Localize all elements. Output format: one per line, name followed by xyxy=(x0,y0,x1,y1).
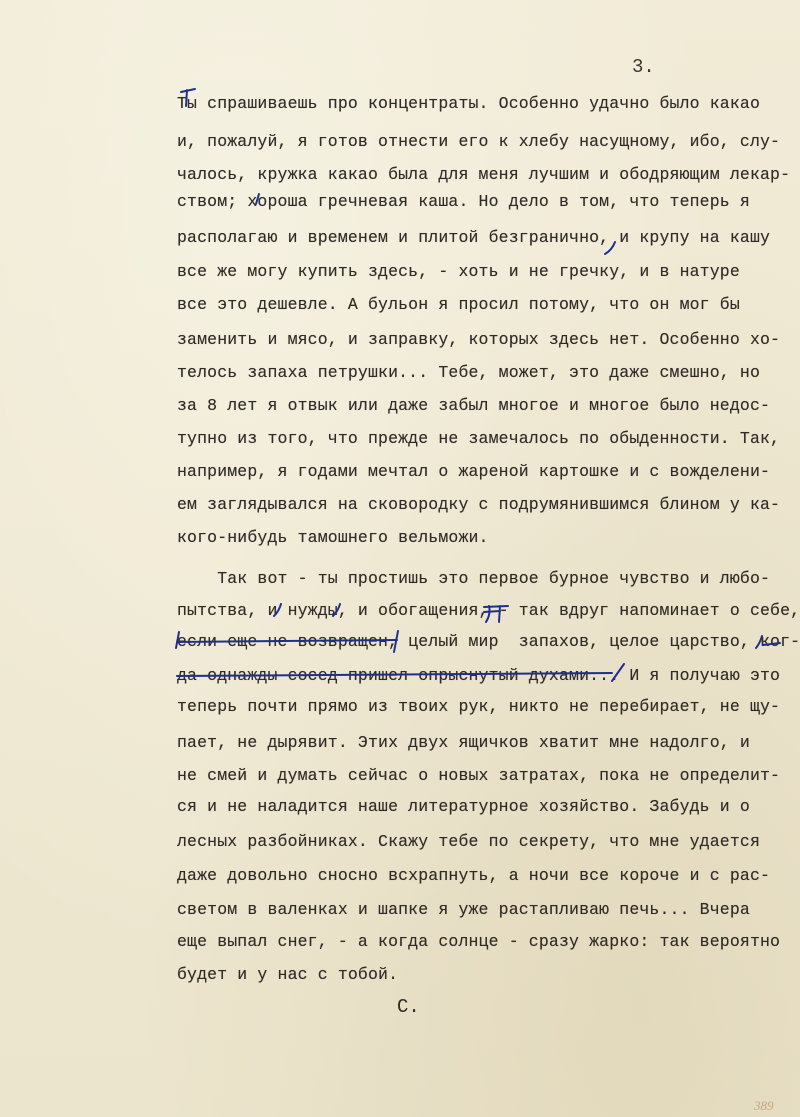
text-line-5: располагаю и временем и плитой безгранично, и крупу на кашу xyxy=(177,228,771,247)
archive-pencil-number: 389 xyxy=(754,1098,774,1113)
text-line-18: да однажды сосед пришел опрыснутый духами... И я получаю это xyxy=(177,666,781,685)
text-line-27: будет и у нас с тобой. xyxy=(177,965,399,984)
text-line-20: пает, не дырявит. Этих двух ящичков хватит мне надолго, и xyxy=(177,733,750,752)
text-line-7: все это дешевле. А бульон я просил потому, что он мог бы xyxy=(177,295,740,314)
text-line-23: лесных разбойниках. Скажу тебе по секрету, что мне удается xyxy=(177,832,760,851)
signature-initial: С. xyxy=(397,996,420,1018)
text-line-10: за 8 лет я отвык или даже забыл многое и многое было недос- xyxy=(177,396,771,415)
page-number: 3. xyxy=(632,56,655,78)
text-line-25: светом в валенках и шапке я уже растапливаю печь... Вчера xyxy=(177,900,750,919)
text-line-13: ем заглядывался на сковородку с подрумянившимся блином у ка- xyxy=(177,495,781,514)
text-line-26: еще выпал снег, - а когда солнце - сразу жарко: так вероятно xyxy=(177,932,781,951)
text-line-4: ством; хороша гречневая каша. Но дело в том, что теперь я xyxy=(177,192,750,211)
text-line-22: ся и не наладится наше литературное хозяйство. Забудь и о xyxy=(177,797,750,816)
text-line-14: кого-нибудь тамошнего вельможи. xyxy=(177,528,489,547)
text-line-21: не смей и думать сейчас о новых затратах, пока не определит- xyxy=(177,766,781,785)
text-line-24: даже довольно сносно всхрапнуть, а ночи все короче и с рас- xyxy=(177,866,771,885)
text-line-9: телось запаха петрушки... Тебе, может, это даже смешно, но xyxy=(177,363,760,382)
text-line-16: пытства, и нужды, и обогащения, - так вдруг напоминает о себе, xyxy=(177,601,800,620)
text-line-17: если еще не возвращен, целый мир запахов, целое царство, ког- xyxy=(177,632,800,651)
text-line-12: например, я годами мечтал о жареной картошке и с вожделени- xyxy=(177,462,771,481)
text-line-11: тупно из того, что прежде не замечалось по обыденности. Так, xyxy=(177,429,781,448)
text-line-15: Так вот - ты простишь это первое бурное чувство и любо- xyxy=(177,569,771,588)
text-line-1: Ты спрашиваешь про концентраты. Особенно удачно было какао xyxy=(177,94,760,113)
text-line-6: все же могу купить здесь, - хоть и не гречку, и в натуре xyxy=(177,262,740,281)
text-line-19: теперь почти прямо из твоих рук, никто не перебирает, не щу- xyxy=(177,697,781,716)
text-line-3: чалось, кружка какао была для меня лучшим и ободряющим лекар- xyxy=(177,165,791,184)
text-line-8: заменить и мясо, и заправку, которых здесь нет. Особенно хо- xyxy=(177,330,781,349)
text-line-2: и, пожалуй, я готов отнести его к хлебу насущному, ибо, слу- xyxy=(177,132,781,151)
